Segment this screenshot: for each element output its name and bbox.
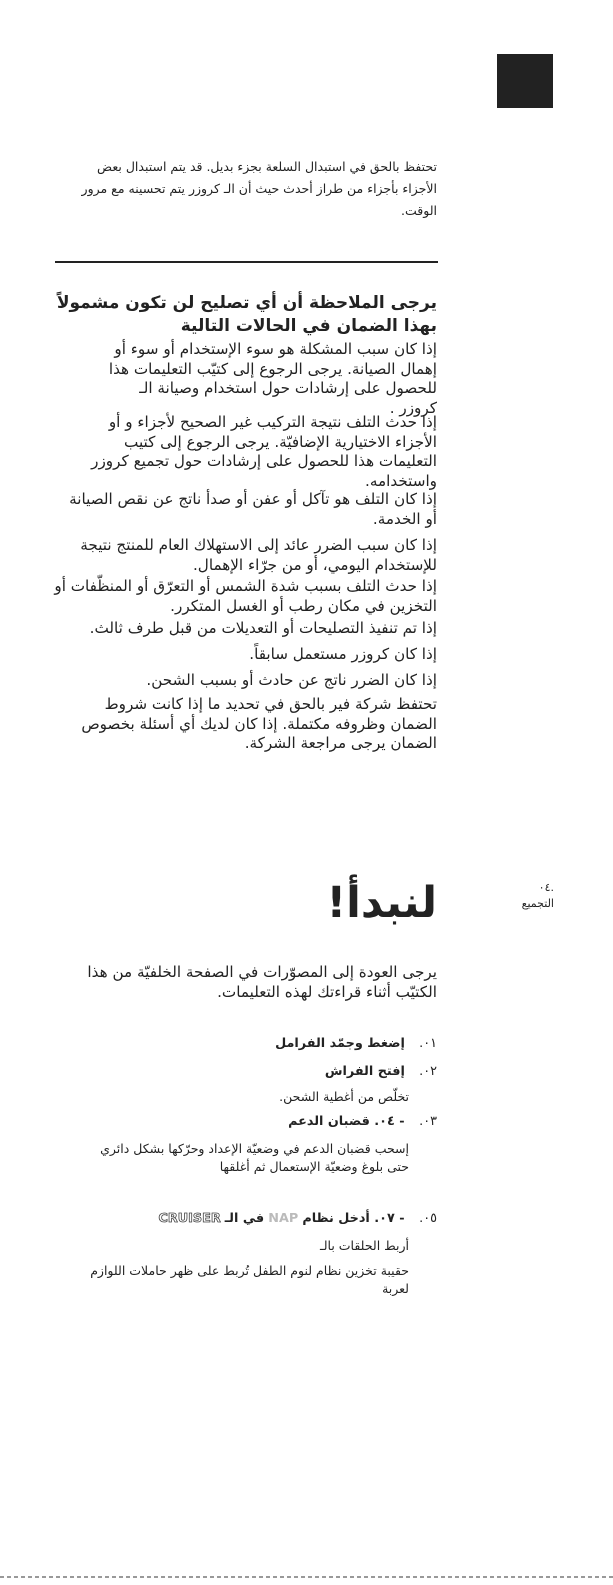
step-label: ٠٤. قضبان الدعم bbox=[288, 1114, 395, 1129]
condition-item: تحتفظ شركة فير بالحق في تحديد ما إذا كانت شروط الضمان وظروفه مكتملة. إذا كان لديك أي أسئلة بخصوص الضمان يرجى مراجعة الشركة. bbox=[81, 695, 437, 752]
section-marker bbox=[494, 880, 554, 912]
condition-item: إذا كان سبب الضرر عائد إلى الاستهلاك العام للمنتج نتيجة للإستخدام اليومي، أو من جرّاء الإهمال. bbox=[80, 536, 437, 574]
range-separator: - bbox=[394, 1114, 409, 1129]
condition-item: إذا حدث التلف نتيجة التركيب غير الصحيح لأجزاء و أو الأجزاء الاختيارية الإضافيّة. يرجى الرجوع إلى كتيب التعليمات هذا للحصول على إرشادات حول تجميع كروزر واستخدامه. bbox=[91, 413, 437, 490]
condition-item: إذا كان كروزر مستعمل سابقاً. bbox=[249, 645, 437, 663]
step-item bbox=[77, 1063, 437, 1081]
step-label: ٠٧. أدخل نظام bbox=[302, 1211, 395, 1226]
step-item bbox=[77, 1035, 437, 1053]
step-detail: تخلّص من أغطية الشحن. bbox=[279, 1089, 409, 1104]
step-detail: حقيبة تخزين نظام لنوم الطفل تُربط على ظهر حاملات اللوازم لعربة bbox=[90, 1263, 409, 1296]
condition-item: إذا كان التلف هو تآكل أو عفن أو صدأ ناتج عن نقص الصيانة أو الخدمة. bbox=[69, 490, 437, 528]
step-number: ٠٥. bbox=[419, 1211, 437, 1226]
step-detail: أربط الحلقات بالـ bbox=[320, 1238, 409, 1253]
step-item bbox=[77, 1113, 437, 1131]
cruiser-wordmark: CRUISER bbox=[158, 1211, 221, 1226]
step-number: ٠٢. bbox=[419, 1064, 437, 1079]
notice-title: يرجى الملاحظة أن أي تصليح لن تكون مشمولاً بهذا الضمان في الحالات التالية bbox=[56, 293, 437, 336]
step-label: إفتح الفراش bbox=[324, 1064, 405, 1079]
section-number: ٠٤. bbox=[538, 881, 554, 894]
step-item bbox=[77, 1210, 437, 1228]
intro-paragraph: تحتفظ بالحق في استبدال السلعة بجزء بديل. قد يتم استبدال بعض الأجزاء بأجزاء من طراز أحدث حيث أن الـ كروزر يتم تحسينه مع مرور الوقت. bbox=[81, 159, 437, 218]
step-number: ٠١. bbox=[419, 1036, 437, 1051]
step-label-connector: في الـ bbox=[224, 1211, 265, 1226]
step-detail: إسحب قضبان الدعم في وضعيّة الإعداد وحرّكها بشكل دائري حتى بلوغ وضعيّة الإستعمال ثم أغلقها bbox=[100, 1141, 409, 1174]
corner-tab-marker bbox=[497, 54, 553, 108]
perforation-line bbox=[0, 1576, 613, 1578]
condition-item: إذا كان سبب المشكلة هو سوء الإستخدام أو سوء أو إهمال الصيانة. يرجى الرجوع إلى كتيّب التعليمات هذا للحصول على إرشادات حول استخدام وصيانة الـ كروزر . bbox=[108, 340, 437, 417]
condition-item: إذا حدث التلف بسبب شدة الشمس أو التعرّق أو المنظّفات أو التخزين في مكان رطب أو الغسل المتكرر. bbox=[54, 577, 437, 615]
condition-item: إذا كان الضرر ناتج عن حادث أو بسبب الشحن. bbox=[146, 671, 437, 689]
range-separator: - bbox=[394, 1211, 409, 1226]
section-name: التجميع bbox=[521, 897, 554, 910]
step-number: ٠٣. bbox=[419, 1114, 437, 1129]
page-title: لنبدأ! bbox=[326, 878, 437, 928]
divider bbox=[55, 261, 438, 263]
nap-wordmark: NAP bbox=[268, 1211, 299, 1226]
condition-item: إذا تم تنفيذ التصليحات أو التعديلات من قبل طرف ثالث. bbox=[89, 619, 437, 637]
instruction-paragraph: يرجى العودة إلى المصوّرات في الصفحة الخلفيّة من هذا الكتيّب أثناء قراءتك لهذه التعليمات. bbox=[87, 963, 437, 1001]
step-label: إضغط وجمّد الفرامل bbox=[275, 1036, 405, 1051]
